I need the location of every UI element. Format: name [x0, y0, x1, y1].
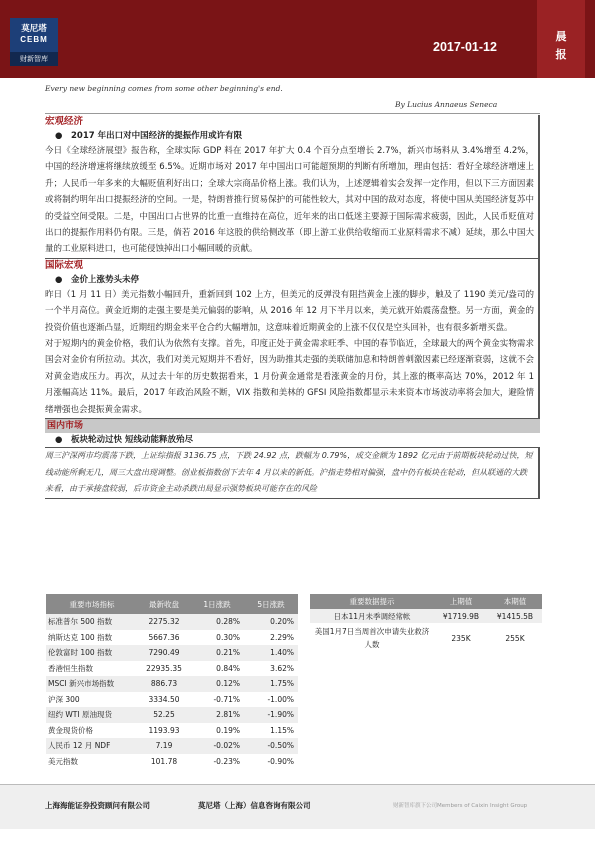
table-header-row — [46, 594, 298, 614]
section-title: 国际宏观 — [45, 259, 84, 271]
report-header — [0, 0, 595, 78]
quote-author: By Lucius Annaeus Seneca — [395, 100, 498, 109]
headline-text: 金价上涨势头未停 — [71, 274, 140, 285]
cell: ¥1415.5B — [488, 609, 542, 623]
col-header: 1日涨跌 — [190, 594, 244, 614]
col-header: 本期值 — [488, 594, 542, 609]
cell: -0.23% — [213, 756, 240, 766]
cell: 52.25 — [138, 707, 190, 723]
table-row — [46, 738, 298, 754]
cell: 0.84% — [216, 663, 240, 673]
report-type-line1: 晨 — [555, 30, 567, 43]
report-type-line2: 报 — [555, 48, 567, 61]
footer-company-1: 上海海能证券投资顾问有限公司 — [45, 801, 150, 810]
cell: 2.81% — [190, 707, 244, 723]
cell: -0.90% — [267, 756, 294, 766]
bullet-dot-icon: ● — [55, 435, 63, 446]
market-summary: 周三沪深两市均震荡下跌，上证综指报 3136.75 点，下跌 24.92 点，跌幅为 0.79%，成交金额为 1892 亿元由于前期板块轮动过快，短线动能所剩无几，周三大盘出现调整。创业板指数创下去年 4 月以来的新低。沪指走势相对偏强，盘中仍有板块在轮动，但从联通的大跌来看，由于承接盘较弱，后市资金主动杀跌出局显示强势板块可能存在的风险 — [45, 447, 540, 499]
table-row — [310, 609, 542, 623]
col-header: 5日涨跌 — [244, 594, 298, 614]
headline-text: 2017 年出口对中国经济的提振作用或许有限 — [71, 131, 243, 141]
section-intl — [45, 259, 540, 419]
cell: 香港恒生指数 — [48, 663, 93, 673]
cell: 22935.35 — [146, 663, 182, 673]
cell: 美国1月7日当周首次申请失业救济人数 — [314, 627, 430, 649]
section-title: 宏观经济 — [45, 116, 84, 127]
cell: 0.12% — [190, 676, 244, 692]
cell: 沪深 300 — [48, 694, 80, 704]
quote-text: Every new beginning comes from some other beginning's end. — [45, 84, 283, 93]
cell: 101.78 — [150, 756, 178, 766]
report-type-tag — [537, 0, 585, 78]
section-paragraph: 昨日（1 月 11 日）美元指数小幅回升，重新回到 102 上方，但美元的反弹没有阻挡黄金上涨的脚步，触及了 1190 美元/盎司的一个半月高位。黄金近期的走强主要是美元偏弱的影响，从 2016 年 12 月下半月以来，美元就开始震荡盘整。另一方面，黄金的投资价值也逐渐凸显，近期纽约期金来平仓合约大幅增加，这意味着近期黄金的上涨不仅仅是空头回补，也有很多新增买盘。 — [45, 289, 534, 333]
cell: -0.50% — [244, 738, 298, 754]
cell: -1.90% — [244, 707, 298, 723]
col-header: 重要数据提示 — [310, 594, 434, 609]
section-paragraph: 今日《全球经济展望》报告称，全球实际 GDP 料在 2017 年扩大 0.4 个百分点至增长 2.7%，新兴市场料从 3.4%增至 4.2%，中国的经济增速将继续放缓至 6.5%。近期市场对 2017 年中国出口可能超预期的判断有所增加，理由包括：看好全球经济增速上升；人民币一年多来的大幅贬值利好出口；全球大宗商品价格上涨。我们认为，上述逻辑着实会发挥一定作用，但以下三方面因素或将制约明年出口提振经济的空间。一是，特朗普推行贸易保护的可能性较大，其对中国的敌对态度，将使中国从美国经济复苏中的受益空间受限。二是，中国出口占世界的比重一直维持在高位，近年来的出口低迷主要源于国际需求疲弱，因此，人民币贬值对出口的提振作用料仍有限。三是，倘若 2016 年这股的供给侧改革（即上游工业供给收缩而工业原料需求不减）延续，那么中国大量的工业原料进口，也可能侵蚀掉出口小幅回暖的贡献。 — [45, 146, 534, 255]
table-row — [46, 723, 298, 739]
logo-cebm: CEBM — [20, 35, 48, 44]
section-title: 国内市场 — [45, 419, 540, 433]
table-row — [46, 630, 298, 646]
section-domestic — [45, 419, 540, 499]
cell: 黄金现货价格 — [48, 725, 93, 735]
cell: 1193.93 — [148, 725, 180, 735]
logo-chinese-name: 莫尼塔 — [21, 24, 47, 34]
table-row — [46, 614, 298, 630]
table-row — [46, 676, 298, 692]
cell: 3.62% — [270, 663, 294, 673]
col-header: 最新收盘 — [138, 594, 190, 614]
cell: 1.75% — [244, 676, 298, 692]
logo-caixin: 财新智库 — [10, 52, 58, 66]
company-logo — [10, 18, 58, 66]
quote-divider — [45, 113, 540, 114]
table-row — [46, 692, 298, 708]
table-row — [46, 754, 298, 770]
cell: ¥1719.9B — [434, 609, 488, 623]
section-headline — [45, 129, 534, 143]
cell: 235K — [451, 633, 471, 643]
section-macro — [45, 115, 540, 259]
bullet-dot-icon: ● — [55, 274, 63, 285]
col-header: 上期值 — [434, 594, 488, 609]
section-headline — [45, 273, 534, 287]
cell: 标准普尔 500 指数 — [46, 614, 138, 630]
cell: 0.21% — [190, 645, 244, 661]
cell: 0.30% — [216, 632, 240, 642]
cell: 1.15% — [270, 725, 294, 735]
bullet-dot-icon: ● — [55, 131, 63, 141]
cell: 0.28% — [190, 614, 244, 630]
cell: 纳斯达克 100 指数 — [48, 632, 113, 642]
table-row — [46, 661, 298, 677]
cell: 3334.50 — [148, 694, 180, 704]
cell: 纽约 WTI 原油现货 — [46, 707, 138, 723]
cell: 886.73 — [138, 676, 190, 692]
cell: 0.20% — [244, 614, 298, 630]
data-release-table — [310, 594, 542, 653]
footer-company-2: 莫尼塔（上海）信息咨询有限公司 — [198, 801, 311, 810]
cell: -1.00% — [267, 694, 294, 704]
cell: -0.02% — [190, 738, 244, 754]
footer-group-note: 财新智库旗下公司Members of Caixin Insight Group — [393, 803, 528, 809]
cell: 美元指数 — [48, 756, 78, 766]
table-row — [46, 707, 298, 723]
table-header-row — [310, 594, 542, 609]
cell: 7290.49 — [138, 645, 190, 661]
cell: 人民币 12 月 NDF — [46, 738, 138, 754]
cell: MSCI 新兴市场指数 — [46, 676, 138, 692]
section-headline — [45, 433, 540, 447]
cell: 日本11月未季调经常帐 — [310, 609, 434, 623]
cell: 5667.36 — [148, 632, 180, 642]
report-date: 2017-01-12 — [433, 40, 497, 54]
cell: 1.40% — [244, 645, 298, 661]
cell: 0.19% — [216, 725, 240, 735]
cell: 7.19 — [138, 738, 190, 754]
cell: 2.29% — [270, 632, 294, 642]
headline-text: 板块轮动过快 短线动能释放殆尽 — [71, 435, 193, 446]
cell: 伦敦富时 100 指数 — [46, 645, 138, 661]
market-indicators-table — [46, 594, 298, 769]
table-row — [310, 623, 542, 653]
cell: -0.71% — [213, 694, 240, 704]
cell: 255K — [505, 633, 525, 643]
col-header: 重要市场指标 — [46, 594, 138, 614]
table-row — [46, 645, 298, 661]
cell: 2275.32 — [138, 614, 190, 630]
report-body — [45, 115, 540, 499]
section-paragraph: 对于短期内的黄金价格，我们认为依然有支撑。首先，印度正处于黄金需求旺季、中国的春节临近，全球最大的两个黄金实物需求国会对金价有所拉动。其次，我们对美元短期并不看好，因为助推其走强的美联储加息和特朗普刺激因素已经逐渐衰弱，这就不会对黄金造成压力。再次，从过去十年的历史数据看来，1 月份黄金通常是看涨黄金的月份，其上涨的概率高达 70%，2012 年 1 月涨幅高达 11%。最后，2017 年政治风险不断，VIX 指数和美林的 GFSI 风险指数都显示未来资本市场波动率将会加大，避险情绪增强也会提振黄金需求。 — [45, 339, 534, 415]
